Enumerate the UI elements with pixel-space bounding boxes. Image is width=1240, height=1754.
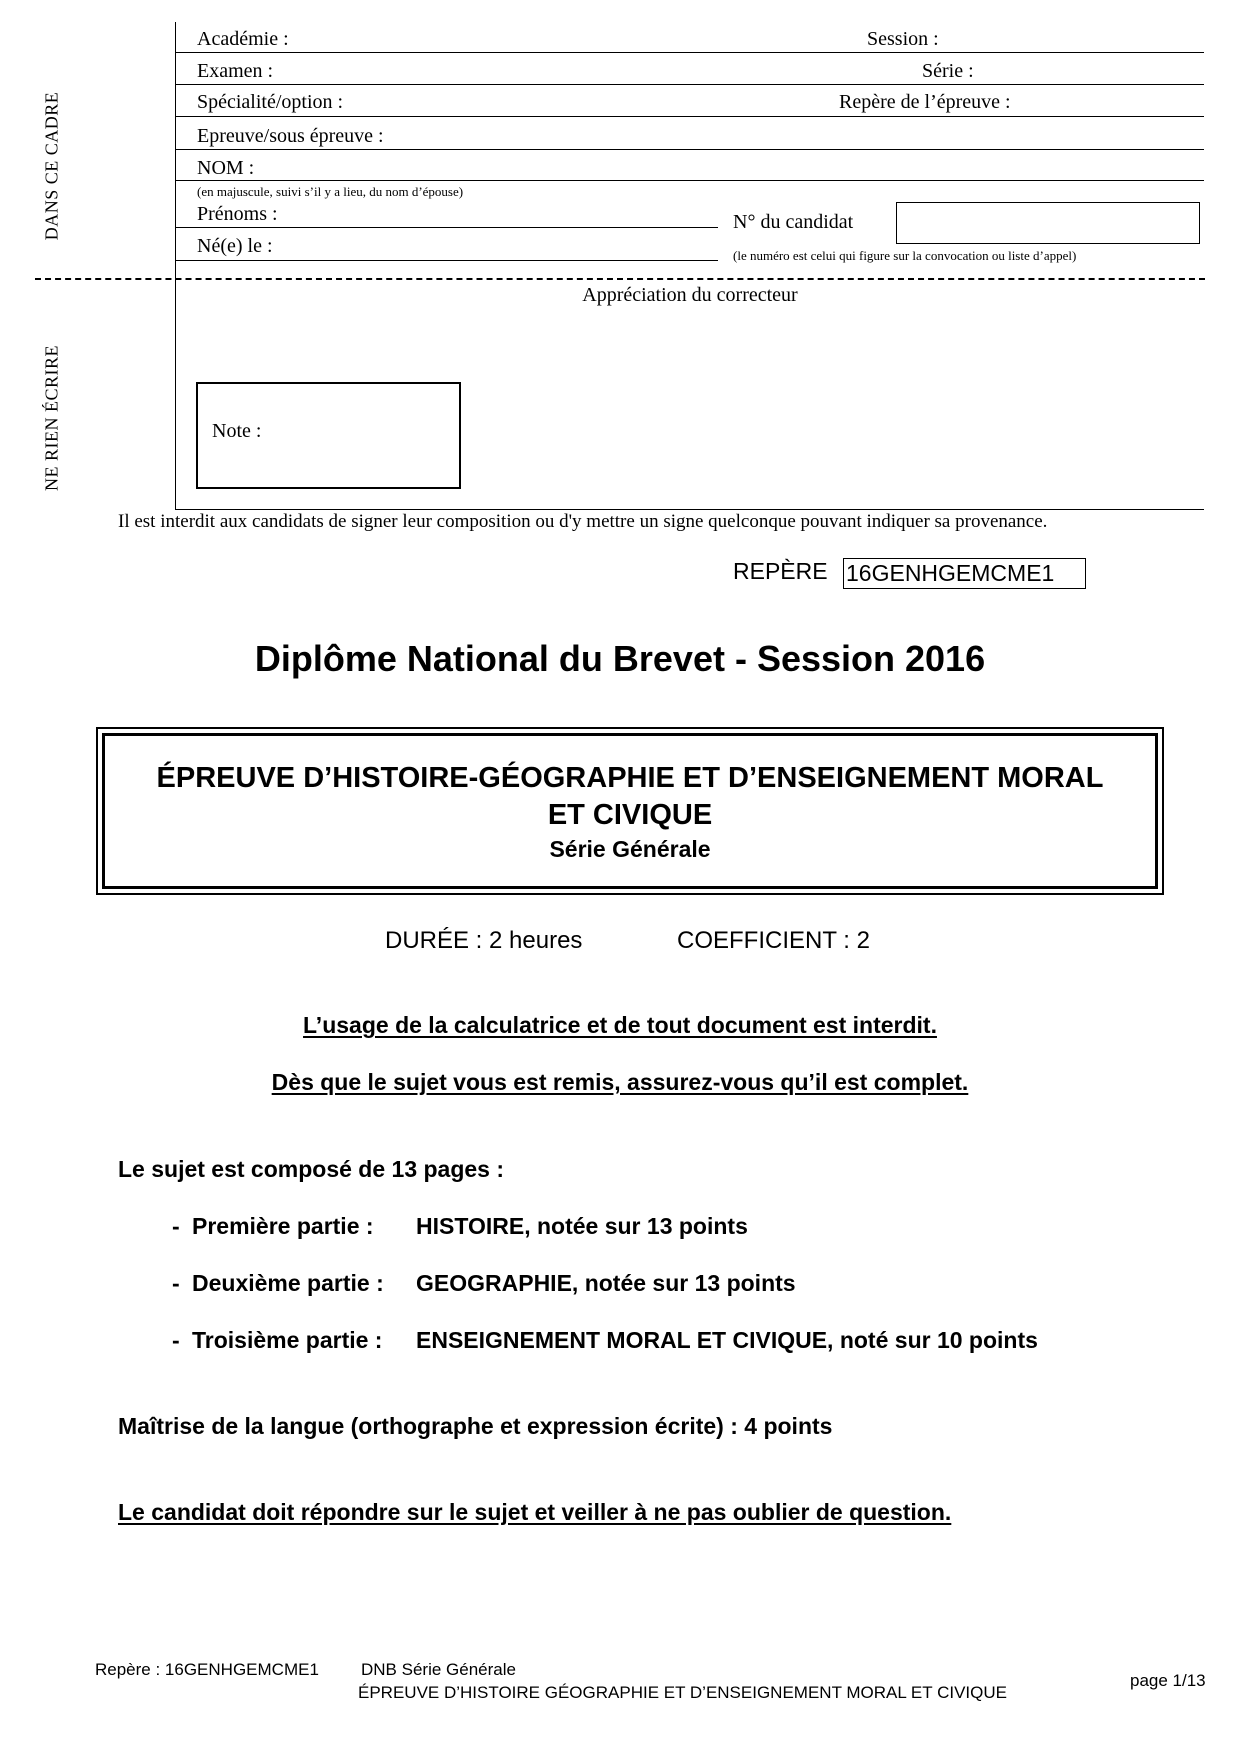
prenoms-line <box>175 227 718 228</box>
num-candidat-label: N° du candidat <box>733 211 854 233</box>
exam-title-line1: ÉPREUVE D’HISTOIRE-GÉOGRAPHIE ET D’ENSEIGNEMENT MORAL <box>156 762 1104 794</box>
appreciation-label: Appréciation du correcteur <box>582 284 798 306</box>
examen-line <box>175 84 1204 85</box>
exam-subtitle: Série Générale <box>549 836 711 862</box>
examen-label: Examen : <box>197 60 274 82</box>
footer-epreuve: ÉPREUVE D’HISTOIRE GÉOGRAPHIE ET D’ENSEIGNEMENT MORAL ET CIVIQUE <box>358 1683 1007 1702</box>
num-candidat-box[interactable] <box>896 202 1200 244</box>
nom-hint: (en majuscule, suivi s’il y a lieu, du nom d’épouse) <box>197 184 464 199</box>
repere-epreuve-label: Repère de l’épreuve : <box>839 91 1011 113</box>
epreuve-label: Epreuve/sous épreuve : <box>197 125 384 147</box>
duree: DURÉE : 2 heures <box>385 927 583 954</box>
footer-repere: Repère : 16GENHGEMCME1 <box>95 1660 319 1679</box>
footer-serie: DNB Série Générale <box>361 1660 516 1679</box>
side-label-bottom: NE RIEN ÉCRIRE <box>41 345 62 491</box>
academie-label: Académie : <box>197 28 289 50</box>
ne-le-label: Né(e) le : <box>197 235 273 257</box>
main-title: Diplôme National du Brevet - Session 2016 <box>254 638 986 679</box>
repere-code: 16GENHGEMCME1 <box>846 560 1055 586</box>
epreuve-line <box>175 149 1204 150</box>
exam-title-line2: ET CIVIQUE <box>547 799 713 831</box>
side-label-top: DANS CE CADRE <box>41 91 62 241</box>
form-left-border <box>175 22 176 510</box>
language-points: Maîtrise de la langue (orthographe et expression écrite) : 4 points <box>118 1413 833 1439</box>
specialite-line <box>175 116 1204 117</box>
signature-warning: Il est interdit aux candidats de signer leur composition ou d'y mettre un signe quelconque pouvant indiquer sa provenance. <box>118 511 1048 532</box>
part-value: ENSEIGNEMENT MORAL ET CIVIQUE, noté sur 10 points <box>416 1327 1038 1353</box>
page-number: page 1/13 <box>1130 1671 1206 1690</box>
rule-calculator: L’usage de la calculatrice et de tout document est interdit. <box>303 1012 937 1038</box>
part-bullet: - <box>172 1213 180 1239</box>
num-candidat-hint: (le numéro est celui qui figure sur la convocation ou liste d’appel) <box>733 248 1077 263</box>
specialite-label: Spécialité/option : <box>197 91 344 113</box>
composition-intro: Le sujet est composé de 13 pages : <box>118 1156 505 1182</box>
part-bullet: - <box>172 1327 180 1353</box>
part-label: Deuxième partie : <box>192 1270 384 1296</box>
note-label: Note : <box>212 420 262 442</box>
academie-line <box>175 52 1204 53</box>
session-label: Session : <box>867 28 939 50</box>
prenoms-label: Prénoms : <box>197 203 278 225</box>
rule-complete: Dès que le sujet vous est remis, assurez-vous qu’il est complet. <box>271 1069 969 1095</box>
form-bottom-line <box>175 509 1204 510</box>
final-rule: Le candidat doit répondre sur le sujet et veiller à ne pas oublier de question. <box>118 1499 952 1525</box>
part-label: Troisième partie : <box>192 1327 383 1353</box>
nom-label: NOM : <box>197 157 255 179</box>
part-bullet: - <box>172 1270 180 1296</box>
repere-code-box <box>843 558 1086 589</box>
nom-line <box>175 180 1204 181</box>
ne-le-line <box>175 260 718 261</box>
coefficient: COEFFICIENT : 2 <box>677 927 870 954</box>
part-value: HISTOIRE, notée sur 13 points <box>416 1213 748 1239</box>
cut-line <box>35 278 1205 280</box>
part-label: Première partie : <box>192 1213 374 1239</box>
repere-label: REPÈRE <box>733 558 828 584</box>
part-value: GEOGRAPHIE, notée sur 13 points <box>416 1270 796 1296</box>
serie-label: Série : <box>922 60 974 82</box>
